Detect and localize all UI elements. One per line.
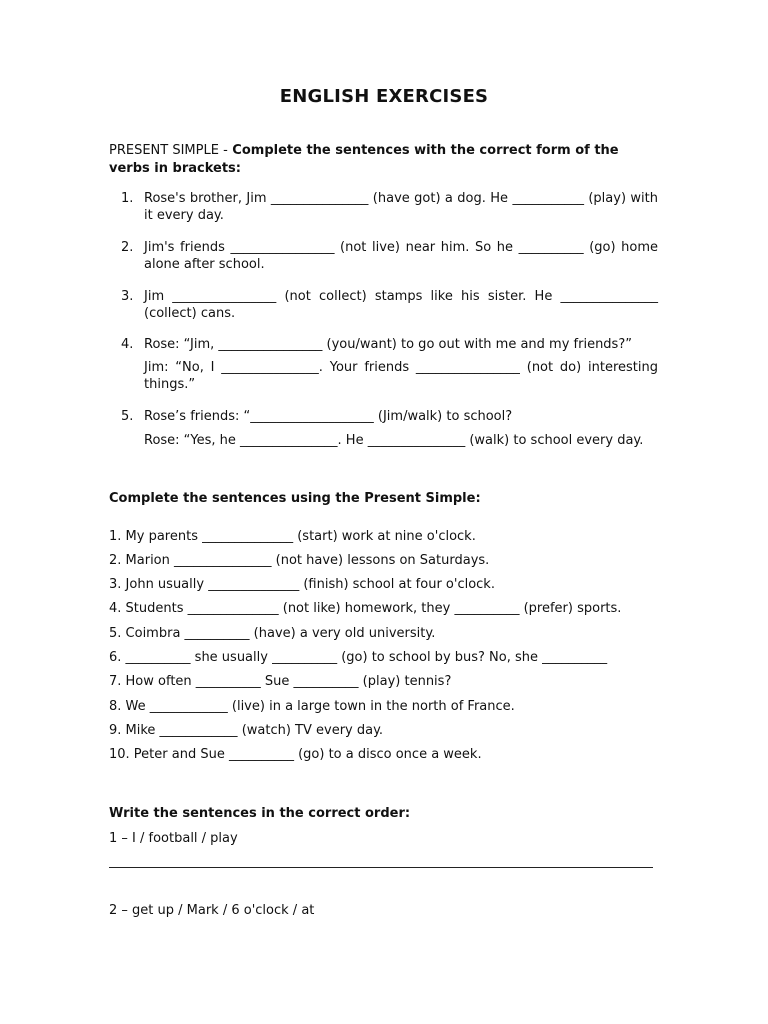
exercise-sentence: Jim ________________ (not collect) stamps like his sister. He _______________ (collect) cans. (144, 289, 658, 321)
exercise-sentence: Rose’s friends: “___________________ (Jim/walk) to school? (144, 409, 513, 424)
exercise-sentence: 8. We ____________ (live) in a large town in the north of France. (109, 699, 515, 714)
reorder-prompt: 2 – get up / Mark / 6 o'clock / at (109, 903, 315, 918)
section1-heading-bold: Complete the sentences with the correct form of the verbs in brackets: (109, 143, 619, 176)
item-number: 4. (121, 337, 134, 352)
answer-line (109, 867, 653, 868)
exercise-sentence: Rose: “Jim, ________________ (you/want) to go out with me and my friends?” (144, 337, 632, 352)
exercise-sentence: 3. John usually ______________ (finish) school at four o'clock. (109, 577, 495, 592)
exercise-sentence: 4. Students ______________ (not like) homework, they __________ (prefer) sports. (109, 601, 622, 616)
exercise-sentence: Jim's friends ________________ (not live) near him. So he __________ (go) home alone after school. (144, 240, 658, 272)
reorder-prompt: 1 – I / football / play (109, 831, 238, 846)
item-number: 5. (121, 409, 134, 424)
exercise-sentence: 9. Mike ____________ (watch) TV every day. (109, 723, 384, 738)
section1-heading-normal: PRESENT SIMPLE - (109, 143, 228, 158)
exercise-sentence: 7. How often __________ Sue __________ (play) tennis? (109, 674, 452, 689)
item-number: 2. (121, 240, 134, 255)
exercise-sentence: Rose: “Yes, he _______________. He _______________ (walk) to school every day. (144, 433, 644, 448)
item-number: 3. (121, 289, 134, 304)
item-number: 1. (121, 191, 134, 206)
exercise-sentence: Rose's brother, Jim _______________ (have got) a dog. He ___________ (play) with it every day. (144, 191, 658, 223)
page-title: ENGLISH EXERCISES (279, 86, 489, 107)
section1-heading (109, 142, 658, 178)
exercise-sentence: 5. Coimbra __________ (have) a very old university. (109, 626, 436, 641)
section3-heading: Write the sentences in the correct order: (109, 806, 411, 821)
exercise-sentence: 6. __________ she usually __________ (go) to school by bus? No, she __________ (109, 650, 608, 665)
exercise-sentence: 2. Marion _______________ (not have) lessons on Saturdays. (109, 553, 490, 568)
exercise-sentence: Jim: “No, I _______________. Your friends ________________ (not do) interesting things.” (144, 360, 658, 392)
section2-heading: Complete the sentences using the Present Simple: (109, 491, 481, 506)
exercise-sentence: 1. My parents ______________ (start) work at nine o'clock. (109, 529, 476, 544)
exercise-sentence: 10. Peter and Sue __________ (go) to a disco once a week. (109, 747, 482, 762)
